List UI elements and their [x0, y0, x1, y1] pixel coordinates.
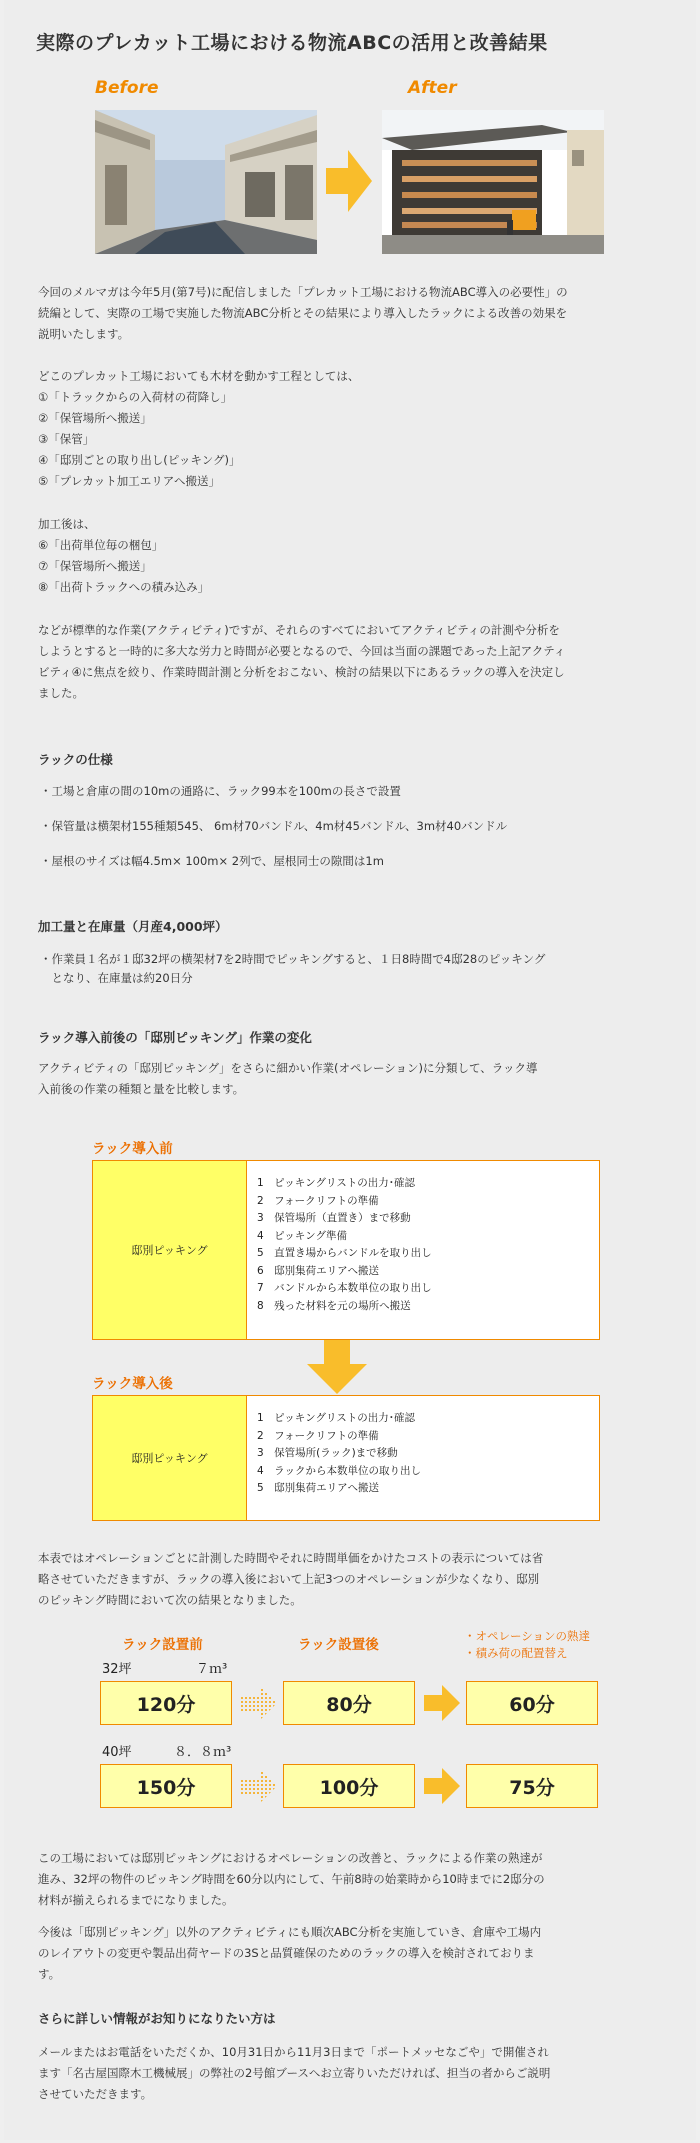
rack-spec-item: ・工場と倉庫の間の10mの通路に、ラック99本を100mの長さで設置	[40, 784, 401, 798]
step-item: ①「トラックからの入荷材の荷降し」	[38, 390, 233, 404]
op-item: 4 ラックから本数単位の取り出し	[257, 1464, 421, 1477]
after-label: After	[408, 78, 457, 98]
page-title: 実際のプレカット工場における物流ABCの活用と改善結果	[36, 32, 548, 54]
intro-p1-line: 今回のメルマガは今年5月(第7号)に配信しました「プレカット工場における物流ABC導入の必要性」の	[38, 285, 568, 299]
change-text	[38, 1058, 538, 1100]
arrow-icon	[424, 1768, 460, 1808]
intro-p3-lead: 加工後は、	[38, 517, 96, 531]
change-heading: ラック導入前後の「邸別ピッキング」作業の変化	[38, 1030, 312, 1045]
intro-p2-lead: どこのプレカット工場においても木材を動かす工程としては、	[38, 369, 360, 383]
row-tsubo: 40坪	[102, 1745, 132, 1760]
conclusion-line: この工場においては邸別ピッキングにおけるオペレーションの改善と、ラックによる作業の熟達が	[38, 1851, 543, 1865]
result-improved-value: 75分	[466, 1764, 598, 1808]
intro-p4-line: ビティ④に焦点を絞り、作業時間計測と分析をおこない、検討の結果以下にあるラックの導入を決定し	[38, 665, 565, 679]
op-item: 3 保管場所(ラック)まで移動	[257, 1447, 398, 1459]
page	[4, 0, 696, 2140]
intro-paragraph-1	[38, 282, 568, 345]
before-ops-label: ラック導入前	[92, 1141, 173, 1157]
more-info-line: メールまたはお電話をいただくか、10月31日から11月3日まで「ポートメッセなごや」で開催され	[38, 2045, 549, 2059]
conclusion-line: 進み、32坪の物件のピッキング時間を60分以内にして、午前8時の始業時から10時までに2邸分の	[38, 1872, 545, 1886]
volume-line: となり、在庫量は約20日分	[40, 971, 193, 985]
more-info-line: ます「名古屋国際木工機械展」の弊社の2号館ブースへお立寄りいただければ、担当の者からご説明	[38, 2066, 551, 2080]
down-arrow	[307, 1340, 367, 1398]
summary-text	[38, 1548, 543, 1611]
step-item: ④「邸別ごとの取り出し(ピッキング)」	[38, 453, 241, 467]
step-item: ⑥「出荷単位毎の梱包」	[38, 538, 164, 552]
result-improved-value: 60分	[466, 1681, 598, 1725]
after-photo	[382, 110, 604, 254]
more-info-line: させていただきます。	[38, 2087, 153, 2101]
row-volume: ８．８ｍ³	[174, 1745, 232, 1760]
dotted-arrow-icon	[241, 1768, 277, 1808]
before-activity-cell: 邸別ピッキング	[93, 1161, 247, 1339]
after-ops-label: ラック導入後	[92, 1376, 173, 1392]
results-col-after: ラック設置後	[298, 1637, 379, 1653]
op-item: 5 直置き場からバンドルを取り出し	[257, 1247, 432, 1259]
row-volume: ７ｍ³	[196, 1662, 228, 1677]
before-ops-list	[247, 1161, 432, 1339]
intro-paragraph-4	[38, 620, 565, 704]
summary-line: 本表ではオペレーションごとに計測した時間やそれに時間単価をかけたコストの表示については省	[38, 1551, 544, 1565]
op-item: 1 ピッキングリストの出力･確認	[257, 1177, 415, 1189]
step-item: ⑧「出荷トラックへの積み込み」	[38, 580, 210, 594]
conclusion-line: す。	[38, 1967, 61, 1981]
rack-spec-item: ・保管量は横架材155種類545、 6m材70バンドル、4m材45バンドル、3m材40バンドル	[40, 819, 508, 833]
volume-text	[40, 950, 545, 988]
volume-heading: 加工量と在庫量（月産4,000坪）	[38, 919, 228, 934]
intro-p4-line: などが標準的な作業(アクティビティ)ですが、それらのすべてにおいてアクティビティの計測や分析を	[38, 623, 560, 637]
op-item: 5 邸別集荷エリアへ搬送	[257, 1482, 379, 1494]
conclusion-paragraph-1	[38, 1848, 545, 1911]
rack-spec-heading: ラックの仕様	[38, 752, 113, 767]
step-item: ⑤「プレカット加工エリアへ搬送」	[38, 474, 221, 488]
op-item: 3 保管場所（直置き）まで移動	[257, 1212, 411, 1224]
result-after-value: 80分	[283, 1681, 415, 1725]
step-item: ⑦「保管場所へ搬送」	[38, 559, 152, 573]
intro-p1-line: 続編として、実際の工場で実施した物流ABC分析とその結果により導入したラックによる改善の効果を	[38, 306, 568, 320]
results-note: ・オペレーションの熟達	[464, 1629, 591, 1643]
step-item: ②「保管場所へ搬送」	[38, 411, 152, 425]
arrow-icon	[424, 1685, 460, 1725]
before-label: Before	[95, 78, 159, 98]
result-before-value: 120分	[100, 1681, 232, 1725]
conclusion-line: のレイアウトの変更や製品出荷ヤードの3Sと品質確保のためのラックの導入を検討されておりま	[38, 1946, 535, 1960]
change-line: 入前後の作業の種類と量を比較します。	[38, 1082, 245, 1096]
results-col-before: ラック設置前	[122, 1637, 203, 1653]
more-info-heading: さらに詳しい情報がお知りになりたい方は	[38, 2011, 276, 2026]
volume-line: ・作業員１名が１邸32坪の横架材7を2時間でピッキングすると、１日8時間で4邸28のピッキング	[40, 952, 546, 966]
intro-p4-line: ました。	[38, 686, 84, 700]
dotted-arrow-icon	[241, 1685, 277, 1725]
intro-p1-line: 説明いたします。	[38, 327, 130, 341]
intro-p4-line: しようとすると一時的に多大な労力と時間が必要となるので、今回は当面の課題であった上記アクティ	[38, 644, 566, 658]
conclusion-line: 材料が揃えられるまでになりました。	[38, 1893, 234, 1907]
intro-paragraph-3	[38, 514, 209, 598]
op-item: 2 フォークリフトの準備	[257, 1429, 379, 1442]
op-item: 1 ピッキングリストの出力･確認	[257, 1412, 415, 1424]
result-after-value: 100分	[283, 1764, 415, 1808]
op-item: 8 残った材料を元の場所へ搬送	[257, 1299, 411, 1312]
op-item: 6 邸別集荷エリアへ搬送	[257, 1264, 379, 1277]
intro-paragraph-2	[38, 366, 359, 492]
before-ops-table	[92, 1160, 600, 1340]
after-ops-table	[92, 1395, 600, 1521]
results-notes	[464, 1628, 590, 1662]
op-item: 4 ピッキング準備	[257, 1229, 347, 1242]
more-info-text	[38, 2042, 550, 2105]
result-before-value: 150分	[100, 1764, 232, 1808]
summary-line: 略させていただきますが、ラックの導入後において上記3つのオペレーションが少なくなり、邸別	[38, 1572, 540, 1586]
results-note: ・積み荷の配置替え	[464, 1646, 568, 1660]
summary-line: のピッキング時間において次の結果となりました。	[38, 1593, 302, 1607]
conclusion-line: 今後は「邸別ピッキング」以外のアクティビティにも順次ABC分析を実施していき、倉庫や工場内	[38, 1925, 542, 1939]
op-item: 7 バンドルから本数単位の取り出し	[257, 1282, 432, 1294]
after-activity-cell: 邸別ピッキング	[93, 1396, 247, 1520]
before-after-arrow	[326, 150, 372, 216]
op-item: 2 フォークリフトの準備	[257, 1194, 379, 1207]
conclusion-paragraph-2	[38, 1922, 541, 1985]
change-line: アクティビティの「邸別ピッキング」をさらに細かい作業(オペレーション)に分類して、ラック導	[38, 1061, 538, 1075]
row-tsubo: 32坪	[102, 1662, 132, 1677]
rack-spec-item: ・屋根のサイズは幅4.5m× 100m× 2列で、屋根同士の隙間は1m	[40, 854, 384, 868]
after-ops-list	[247, 1396, 421, 1520]
step-item: ③「保管」	[38, 432, 95, 446]
before-photo	[95, 110, 317, 254]
